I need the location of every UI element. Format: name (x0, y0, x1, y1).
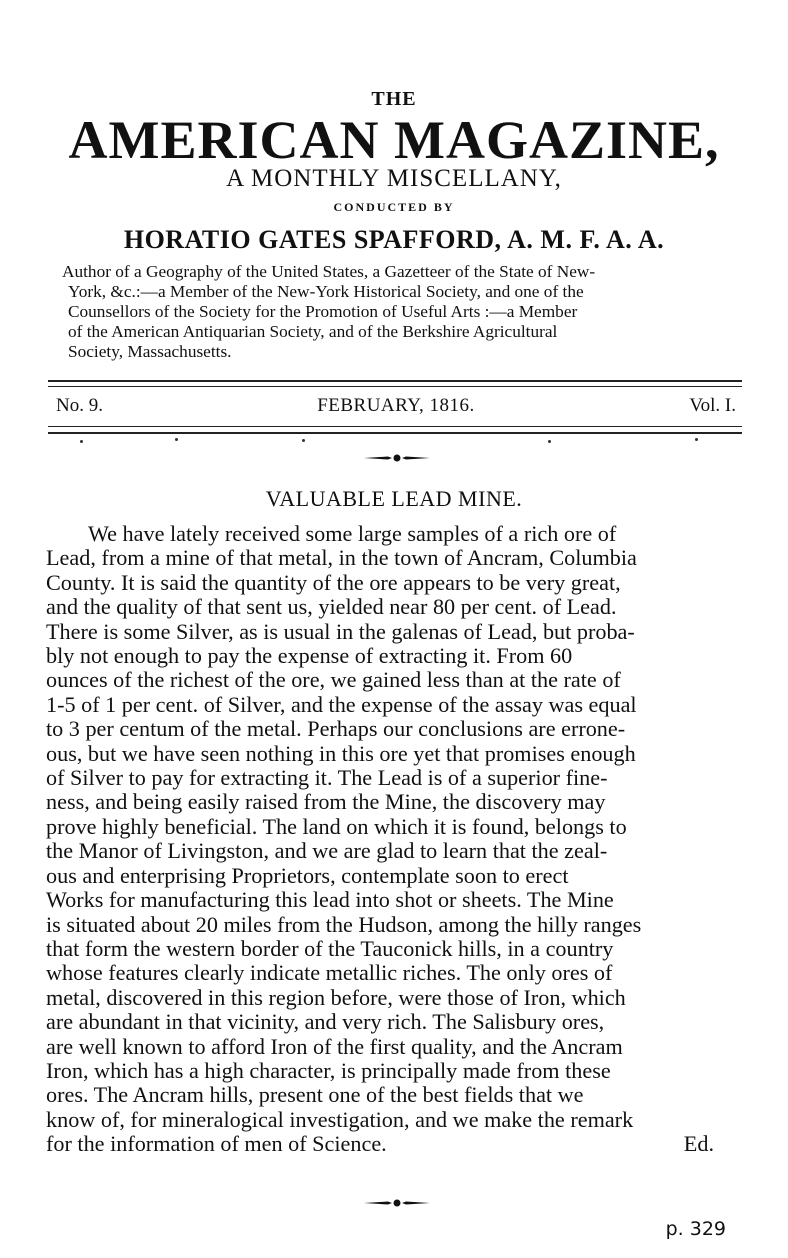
editor-signature: Ed. (683, 1131, 714, 1157)
article-last-line (46, 1132, 752, 1156)
article-line: metal, discovered in this region before, were those of Iron, which (46, 984, 626, 1010)
article-line: know of, for mineralogical investigation, and we make the remark (46, 1106, 634, 1132)
issue-line (56, 395, 736, 419)
issue-volume: Vol. I. (689, 395, 736, 416)
credentials-line: Author of a Geography of the United States, a Gazetteer of the State of New- (62, 262, 596, 281)
article-title: VALUABLE LEAD MINE. (265, 486, 523, 511)
article-line: are well known to afford Iron of the first quality, and the Ancram (46, 1033, 623, 1059)
editor-credentials (62, 262, 752, 362)
ornament-divider-icon (362, 452, 432, 464)
page-number: p. 329 (665, 1218, 726, 1240)
article-line: ounces of the richest of the ore, we gained less than at the rate of (46, 667, 621, 693)
divider-rule (48, 380, 742, 382)
article-line: ness, and being easily raised from the Mine, the discovery may (46, 789, 606, 815)
article-line: There is some Silver, as is usual in the galenas of Lead, but proba- (46, 618, 635, 644)
credentials-line: York, &c.:—a Member of the New-York Historical Society, and one of the (68, 282, 584, 301)
article-line: ous, but we have seen nothing in this ore yet that promises enough (46, 740, 636, 766)
article-line: Lead, from a mine of that metal, in the town of Ancram, Columbia (46, 545, 637, 571)
masthead-the: THE (371, 88, 417, 110)
article-line: ores. The Ancram hills, present one of the best fields that we (46, 1082, 584, 1108)
article-line: of Silver to pay for extracting it. The Lead is of a superior fine- (46, 765, 608, 791)
article-line: for the information of men of Science. (46, 1131, 387, 1157)
magazine-title: AMERICAN MAGAZINE, (68, 110, 720, 170)
ornament-divider-icon (362, 1197, 432, 1209)
article-line: prove highly beneficial. The land on which it is found, belongs to (46, 813, 627, 839)
article-line: that form the western border of the Tauconick hills, in a country (46, 935, 614, 961)
article-line: bly not enough to pay the expense of extracting it. From 60 (46, 643, 573, 669)
editor-name: HORATIO GATES SPAFFORD, A. M. F. A. A. (123, 225, 665, 254)
article-line: County. It is said the quantity of the ore appears to be very great, (46, 569, 621, 595)
credentials-line: Counsellors of the Society for the Promotion of Useful Arts :—a Member (68, 302, 578, 321)
issue-date: FEBRUARY, 1816. (317, 395, 475, 416)
print-speck (175, 438, 178, 441)
divider-rule (48, 432, 742, 434)
article-line: Iron, which has a high character, is principally made from these (46, 1057, 611, 1083)
print-speck (302, 439, 305, 442)
issue-number: No. 9. (56, 395, 103, 416)
article-line: ous and enterprising Proprietors, contemplate soon to erect (46, 862, 569, 888)
article-line: Works for manufacturing this lead into shot or sheets. The Mine (46, 887, 614, 913)
print-speck (695, 438, 698, 441)
magazine-subtitle: A MONTHLY MISCELLANY, (226, 165, 562, 192)
article-line: the Manor of Livingston, and we are glad to learn that the zeal- (46, 838, 608, 864)
article-line: 1-5 of 1 per cent. of Silver, and the expense of the assay was equal (46, 691, 637, 717)
print-speck (548, 440, 551, 443)
conducted-by: CONDUCTED BY (333, 200, 455, 214)
article-line: whose features clearly indicate metallic riches. The only ores of (46, 960, 613, 986)
article-line: are abundant in that vicinity, and very rich. The Salisbury ores, (46, 1009, 605, 1035)
credentials-line: Society, Massachusetts. (68, 342, 232, 361)
article-line: to 3 per centum of the metal. Perhaps our conclusions are errone- (46, 716, 626, 742)
article-line: We have lately received some large samples of a rich ore of (88, 521, 617, 546)
article-line: is situated about 20 miles from the Hudson, among the hilly ranges (46, 911, 642, 937)
article-line: and the quality of that sent us, yielded near 80 per cent. of Lead. (46, 594, 617, 620)
print-speck (80, 440, 83, 443)
divider-rule (48, 386, 742, 387)
credentials-line: of the American Antiquarian Society, and of the Berkshire Agricultural (68, 322, 558, 341)
divider-rule (48, 426, 742, 427)
article-body (46, 522, 752, 1157)
